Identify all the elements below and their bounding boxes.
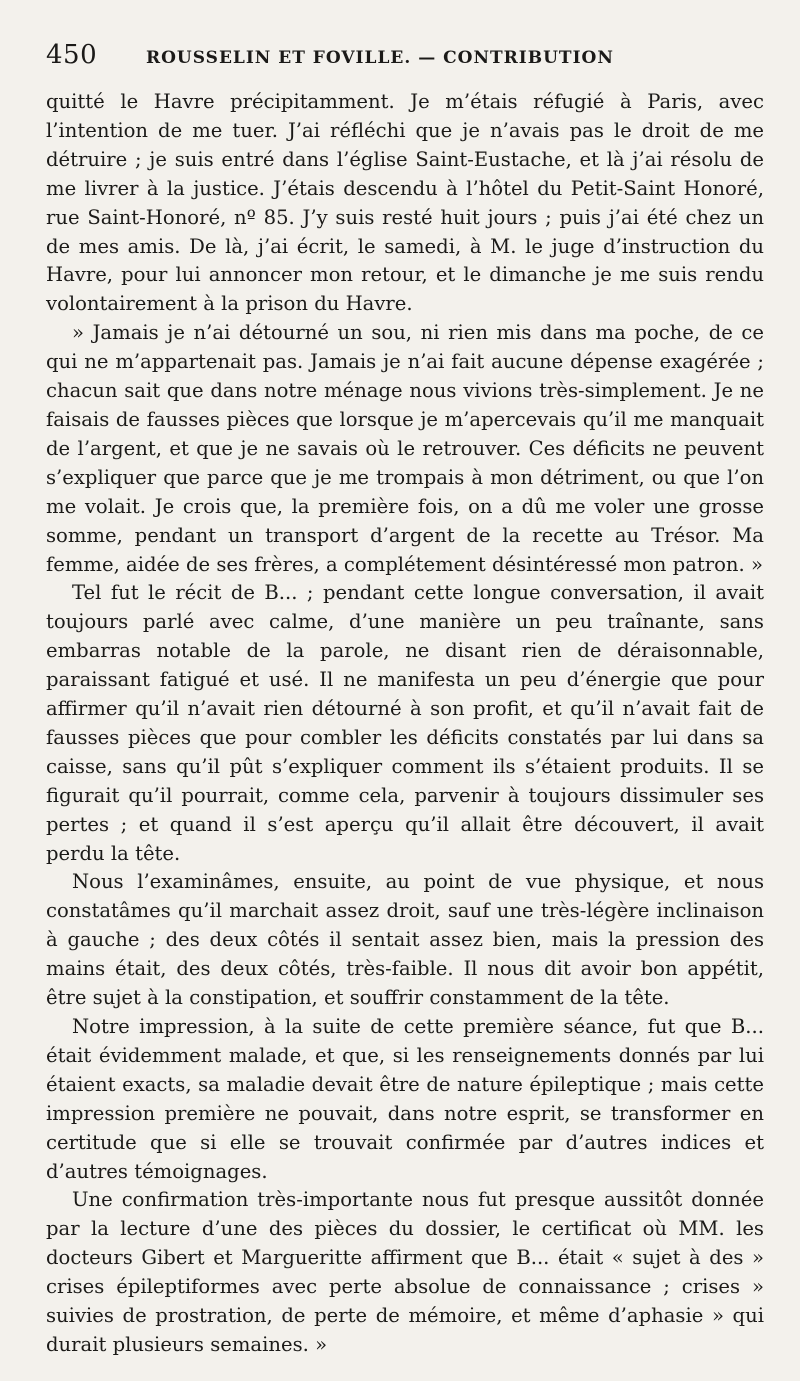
page-number: 450 (46, 40, 98, 70)
paragraph-2: » Jamais je n’ai détourné un sou, ni rien mis dans ma poche, de ce qui ne m’appartenait pas. Jamais je n’ai fait aucune dépense exagérée ; chacun sait que dans notre ménage nous vivions très-simplement. Je ne faisais de fausses pièces que lorsque je m’apercevais qu’il me manquait de l’argent, et que je ne savais où le retrouver. Ces déficits ne peuvent s’expliquer que parce que je me trompais à mon détriment, ou que l’on me volait. Je crois que, la première fois, on a dû me voler une grosse somme, pendant un transport d’argent de la recette au Trésor. Ma femme, aidée de ses frères, a complétement désintéressé mon patron. » (46, 321, 764, 576)
running-head: ROUSSELIN ET FOVILLE. — CONTRIBUTION (146, 48, 614, 68)
body-text (46, 88, 764, 1360)
paragraph-1: quitté le Havre précipitamment. Je m’étais réfugié à Paris, avec l’intention de me tuer. J’ai réfléchi que je n’avais pas le droit de me détruire ; je suis entré dans l’église Saint-Eustache, et là j’ai résolu de me livrer à la justice. J’étais descendu à l’hôtel du Petit-Saint Honoré, rue Saint-Honoré, nº 85. J’y suis resté huit jours ; puis j’ai été chez un de mes amis. De là, j’ai écrit, le samedi, à M. le juge d’instruction du Havre, pour lui annoncer mon retour, et le dimanche je me suis rendu volontairement à la prison du Havre. (46, 90, 764, 316)
paragraph-6: Une confirmation très-importante nous fut presque aussitôt donnée par la lecture d’une des pièces du dossier, le certificat où MM. les docteurs Gibert et Margueritte affirment que B... était « sujet à des » crises épileptiformes avec perte absolue de connaissance ; crises » suivies de prostration, de perte de mémoire, et même d’aphasie » qui durait plusieurs semaines. » (46, 1188, 764, 1356)
paragraph-3: Tel fut le récit de B... ; pendant cette longue conversation, il avait toujours parlé avec calme, d’une manière un peu traînante, sans embarras notable de la parole, ne disant rien de déraisonnable, paraissant fatigué et usé. Il ne manifesta un peu d’énergie que pour affirmer qu’il n’avait rien détourné à son profit, et qu’il n’avait fait de fausses pièces que pour combler les déficits constatés par lui dans sa caisse, sans qu’il pût s’expliquer comment ils s’étaient produits. Il se figurait qu’il pourrait, comme cela, parvenir à toujours dissimuler ses pertes ; et quand il s’est aperçu qu’il allait être découvert, il avait perdu la tête. (46, 581, 764, 865)
paragraph-4: Nous l’examinâmes, ensuite, au point de vue physique, et nous constatâmes qu’il marchait assez droit, sauf une très-légère inclinaison à gauche ; des deux côtés il sentait assez bien, mais la pression des mains était, des deux côtés, très-faible. Il nous dit avoir bon appétit, être sujet à la constipation, et souffrir constamment de la tête. (46, 870, 764, 1010)
page-header (46, 40, 764, 84)
paragraph-5: Notre impression, à la suite de cette première séance, fut que B... était évidemment malade, et que, si les renseignements donnés par lui étaient exacts, sa maladie devait être de nature épileptique ; mais cette impression première ne pouvait, dans notre esprit, se transformer en certitude que si elle se trouvait confirmée par d’autres indices et d’autres témoignages. (46, 1015, 764, 1183)
